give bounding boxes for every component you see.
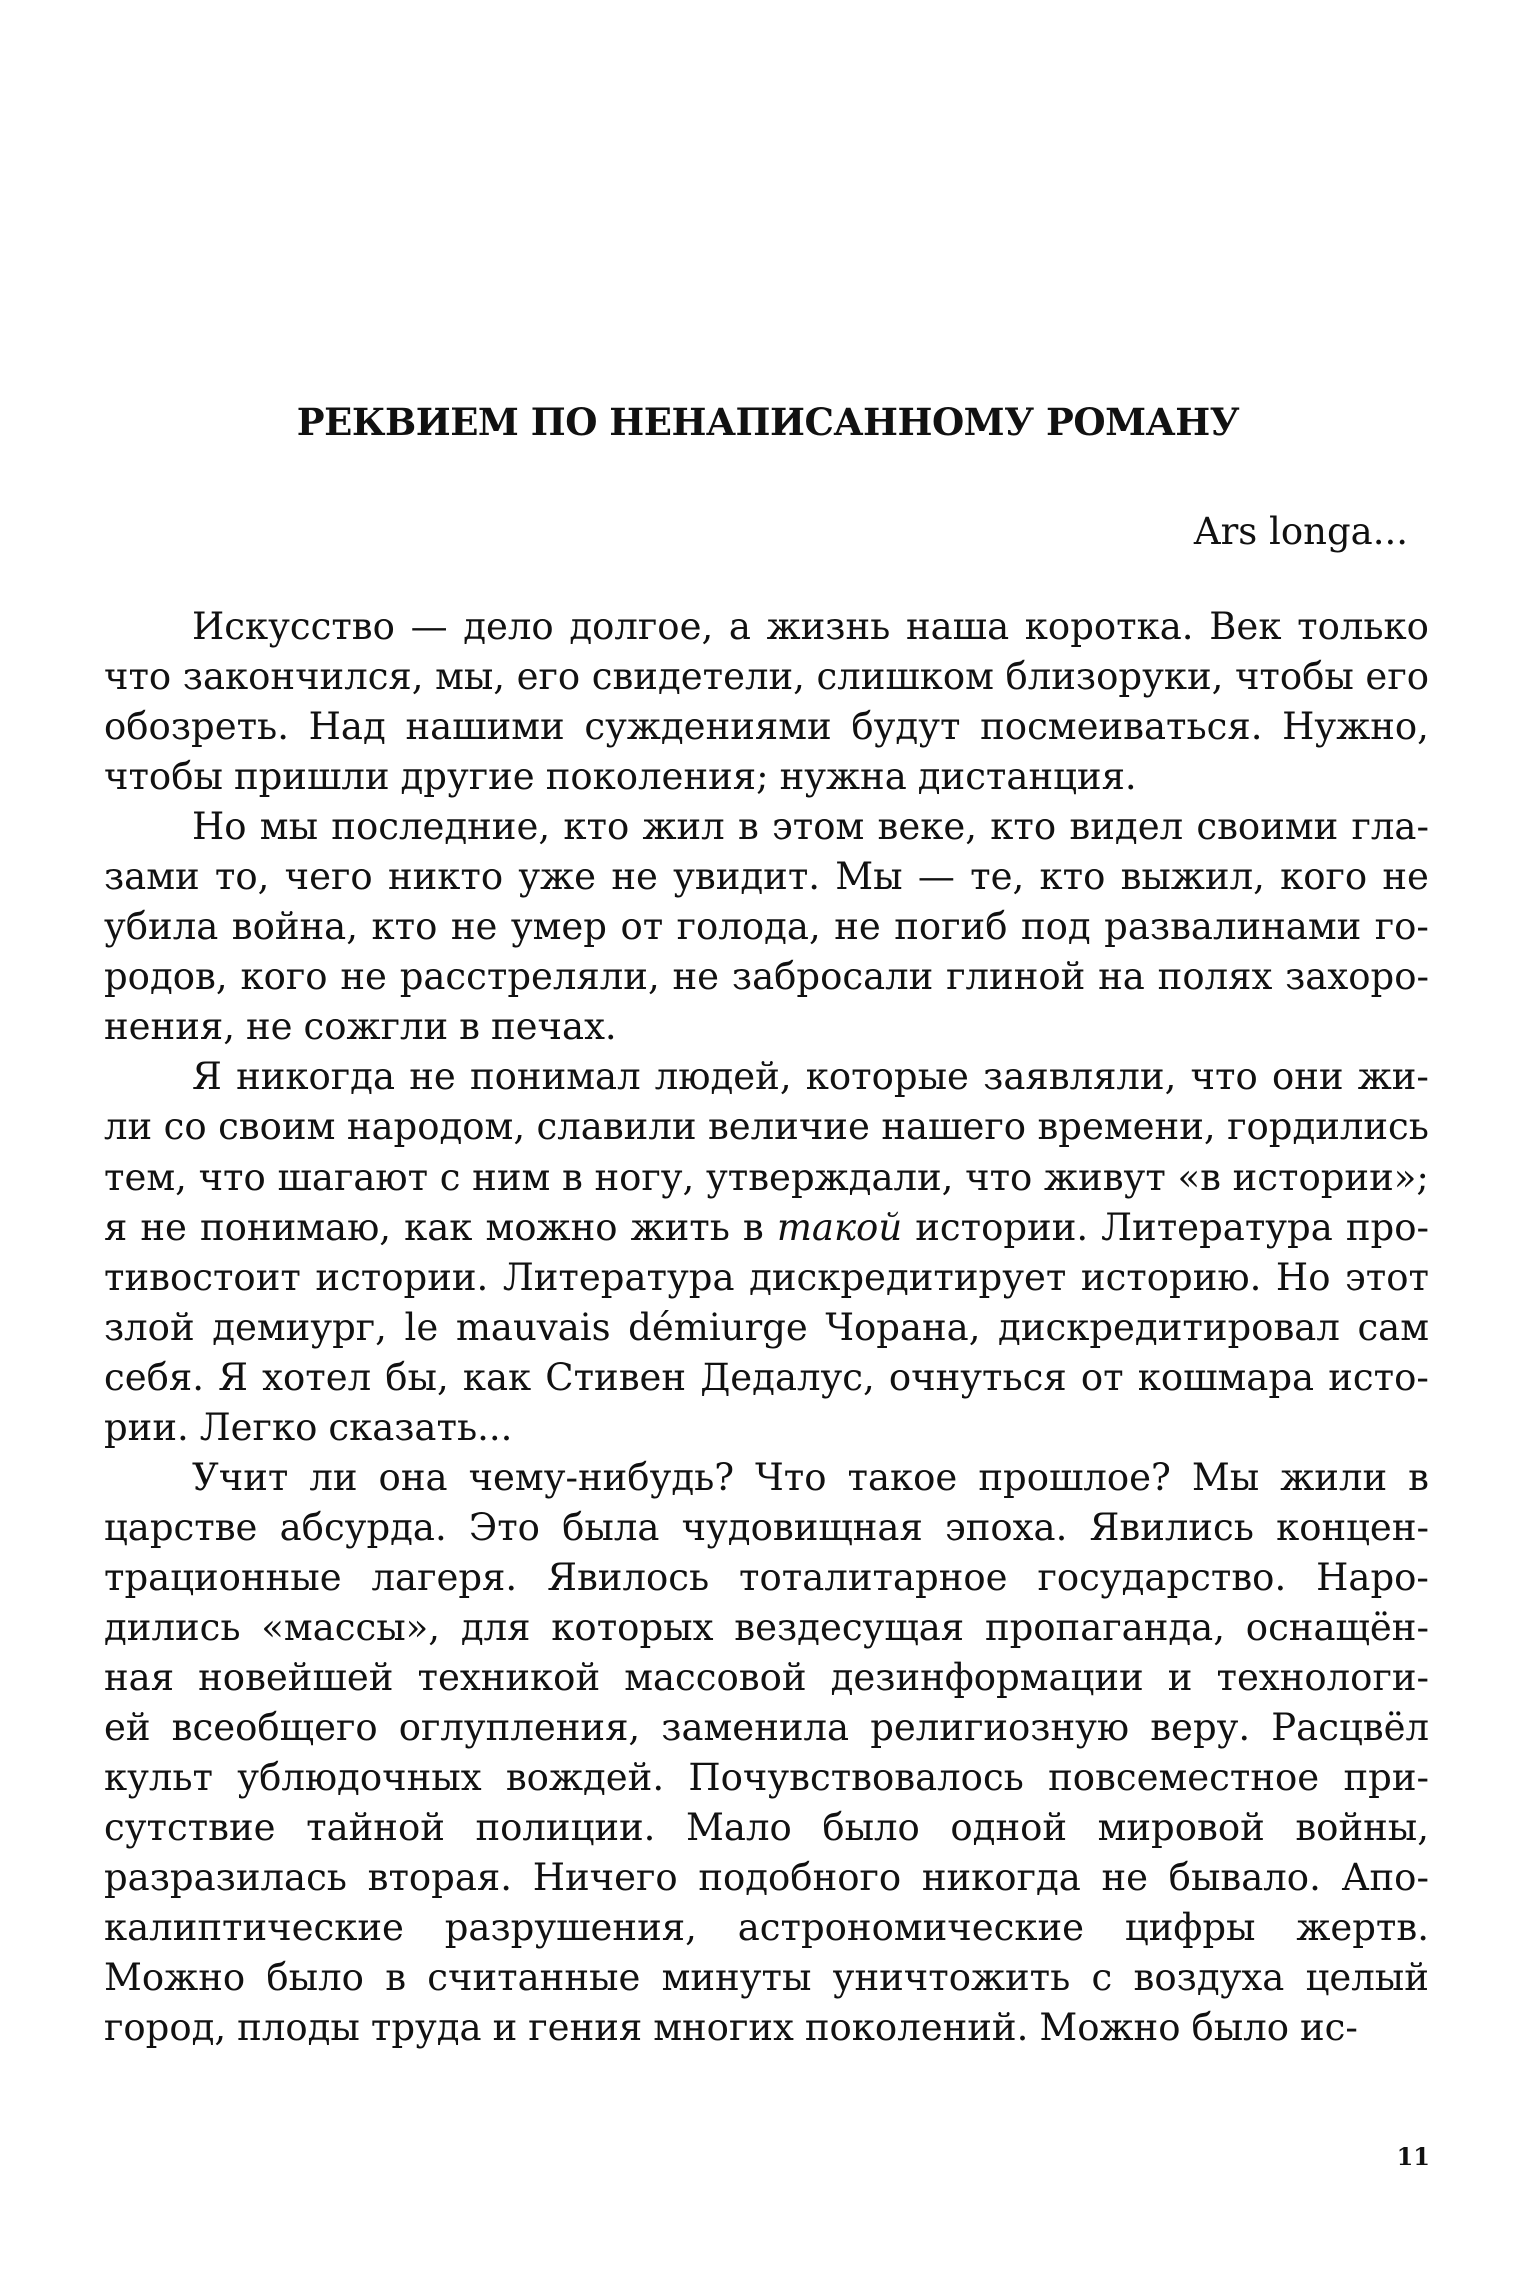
text-line: калиптические разрушения, астрономические цифры жертв.: [104, 1906, 1429, 1950]
epigraph: Ars longa...: [1193, 510, 1408, 553]
text-line: царстве абсурда. Это была чудовищная эпоха. Явились концен-: [104, 1505, 1429, 1549]
text-line: ная новейшей техникой массовой дезинформации и технологи-: [104, 1655, 1429, 1699]
paragraph: [104, 602, 1429, 802]
text-line: сутствие тайной полиции. Мало было одной мировой войны,: [104, 1806, 1429, 1850]
text-line: Искусство — дело долгое, а жизнь наша коротка. Век только: [192, 605, 1429, 648]
text-line: трационные лагеря. Явилось тоталитарное государство. Наро-: [104, 1555, 1429, 1599]
text-line: ли со своим народом, славили величие нашего времени, гордились: [104, 1105, 1429, 1149]
text-line: культ ублюдочных вождей. Почувствовалось повсеместное при-: [104, 1756, 1429, 1800]
text-line: родов, кого не расстреляли, не забросали глиной на полях захоро-: [104, 955, 1429, 999]
text-line: нения, не сожгли в печах.: [104, 1005, 617, 1049]
text-line: что закончился, мы, его свидетели, слишком близоруки, чтобы его: [104, 655, 1429, 699]
text-line: зами то, чего никто уже не увидит. Мы — те, кто выжил, кого не: [104, 855, 1429, 899]
text-line: Но мы последние, кто жил в этом веке, кто видел своими гла-: [192, 805, 1429, 849]
text-line: тивостоит истории. Литература дискредитирует историю. Но этот: [104, 1255, 1429, 1299]
paragraph: [104, 1052, 1429, 1452]
text-line: Можно было в считанные минуты уничтожить с воздуха целый: [104, 1956, 1429, 2000]
text-line: чтобы пришли другие поколения; нужна дистанция.: [104, 755, 1137, 799]
body-text: [104, 602, 1429, 2053]
text-line: город, плоды труда и гения многих поколений. Можно было ис-: [104, 2006, 1358, 2050]
text-line: Я никогда не понимал людей, которые заявляли, что они жи-: [192, 1055, 1429, 1099]
text-line: себя. Я хотел бы, как Стивен Дедалус, очнуться от кошмара исто-: [104, 1355, 1429, 1399]
text-line: ей всеобщего оглупления, заменила религиозную веру. Расцвёл: [104, 1706, 1429, 1750]
text-line: Учит ли она чему-нибудь? Что такое прошлое? Мы жили в: [192, 1455, 1429, 1499]
text-line: разразилась вторая. Ничего подобного никогда не бывало. Апо-: [104, 1856, 1429, 1900]
text-line: обозреть. Над нашими суждениями будут посмеиваться. Нужно,: [104, 705, 1429, 749]
text-line: злой демиург, le mauvais démiurge Чорана, дискредитировал сам: [104, 1305, 1429, 1349]
paragraph: [104, 802, 1429, 1052]
text-line: рии. Легко сказать...: [104, 1405, 513, 1449]
text-line: тем, что шагают с ним в ногу, утверждали, что живут «в истории»;: [104, 1155, 1429, 1199]
text-line: дились «массы», для которых вездесущая пропаганда, оснащён-: [104, 1605, 1429, 1649]
paragraph: [104, 1453, 1429, 2054]
page-number: 11: [1396, 2142, 1430, 2171]
chapter-title: РЕКВИЕМ ПО НЕНАПИСАННОМУ РОМАНУ: [296, 400, 1240, 444]
text-line: я не понимаю, как можно жить в такой истории. Литература про-: [104, 1205, 1429, 1249]
text-line: убила война, кто не умер от голода, не погиб под развалинами го-: [104, 905, 1429, 949]
